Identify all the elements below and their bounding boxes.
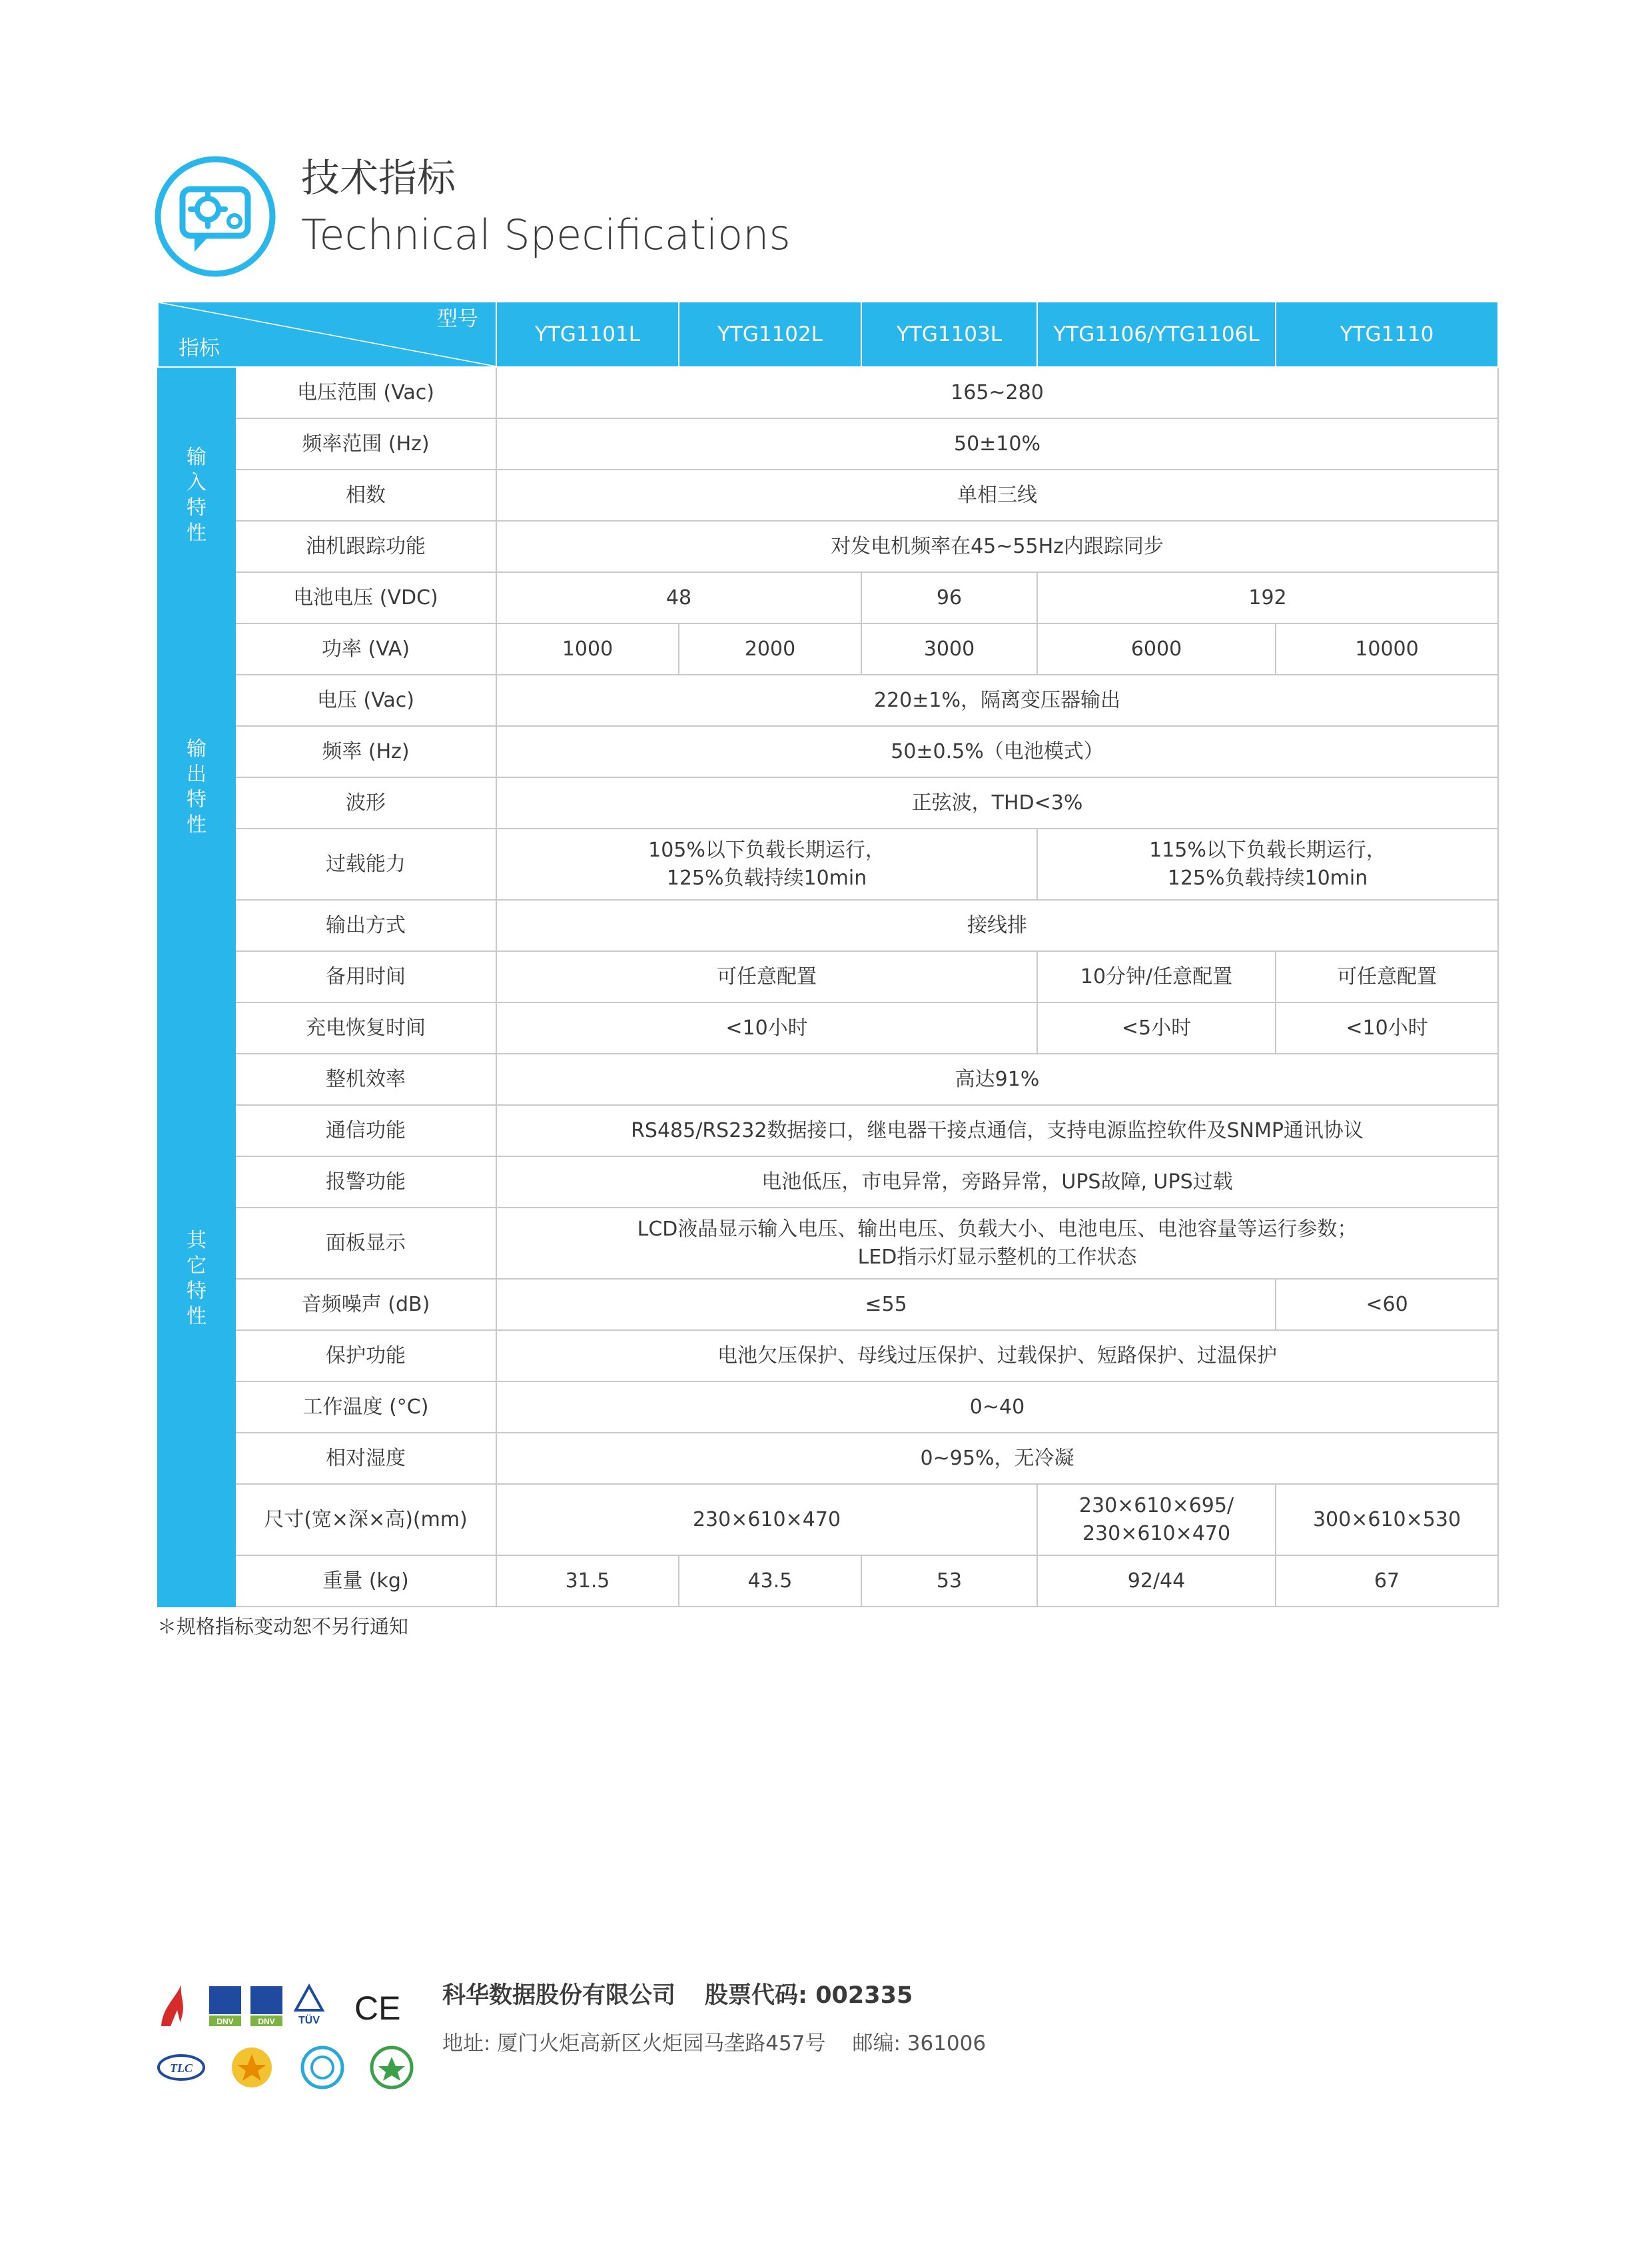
row-label: 功率 (VA): [235, 623, 496, 675]
row-value: 单相三线: [496, 470, 1498, 521]
table-row: [158, 726, 1498, 777]
dnv-logo-icon: [209, 1986, 241, 2026]
row-label: 过载能力: [235, 829, 496, 900]
address-text: 地址: 厦门火炬高新区火炬园马垄路457号: [442, 2032, 826, 2055]
row-value: 1000: [496, 623, 679, 675]
gear-chat-icon: [153, 155, 277, 278]
row-label: 工作温度 (°C): [235, 1381, 496, 1433]
table-row: [158, 1330, 1498, 1381]
tuv-logo-text: TÜV: [298, 2015, 320, 2026]
row-value-line: LCD液晶显示输入电压、输出电压、负载大小、电池电压、电池容量等运行参数；: [637, 1217, 1358, 1241]
row-value: 0~40: [496, 1381, 1498, 1433]
row-value: 10分钟/任意配置: [1037, 951, 1276, 1002]
row-label: 输出方式: [235, 900, 496, 951]
row-value: RS485/RS232数据接口，继电器干接点通信，支持电源监控软件及SNMP通讯协议: [496, 1105, 1498, 1156]
row-label: 充电恢复时间: [235, 1002, 496, 1054]
row-value: 48: [496, 572, 861, 623]
table-row: [158, 1484, 1498, 1555]
group-label-other: [158, 951, 235, 1607]
row-value: 高达91%: [496, 1054, 1498, 1105]
row-value: [496, 829, 1037, 900]
row-value: 53: [861, 1555, 1037, 1607]
row-value: 192: [1037, 572, 1498, 623]
row-label: 油机跟踪功能: [235, 521, 496, 572]
group-label-text: 输 入 特 性: [187, 445, 206, 545]
page-title-en: Technical Specifications: [301, 210, 791, 259]
row-value: 对发电机频率在45~55Hz内跟踪同步: [496, 521, 1498, 572]
row-value-line: LED指示灯显示整机的工作状态: [857, 1245, 1137, 1269]
row-label: 电压范围 (Vac): [235, 367, 496, 418]
row-value: <5小时: [1037, 1002, 1276, 1054]
dnv-logo-text: DNV: [216, 2017, 234, 2026]
dnv-logo-text: DNV: [258, 2017, 275, 2026]
table-row: [158, 1054, 1498, 1105]
row-value: 67: [1276, 1555, 1498, 1607]
table-row: [158, 829, 1498, 900]
row-value: 220±1%，隔离变压器输出: [496, 675, 1498, 726]
row-label: 电压 (Vac): [235, 675, 496, 726]
row-value: 300×610×530: [1276, 1484, 1498, 1555]
row-value: 50±0.5%（电池模式）: [496, 726, 1498, 777]
corner-model-label: 型号: [437, 307, 478, 331]
row-value: ≤55: [496, 1279, 1276, 1330]
row-value: <10小时: [1276, 1002, 1498, 1054]
row-value-line: 105%以下负载长期运行，: [648, 838, 885, 862]
row-value: [496, 1208, 1498, 1279]
stock-code: 股票代码: 002335: [705, 1982, 913, 2009]
row-value: 可任意配置: [496, 951, 1037, 1002]
page-title-cn: 技术指标: [301, 155, 456, 200]
row-value: 2000: [679, 623, 861, 675]
row-value: 50±10%: [496, 418, 1498, 470]
group-label-text: 输 出 特 性: [187, 737, 206, 837]
row-label: 重量 (kg): [235, 1555, 496, 1607]
flame-logo-icon: [161, 1985, 183, 2026]
row-value: 3000: [861, 623, 1037, 675]
group-label-input: [158, 367, 235, 623]
row-label: 音频噪声 (dB): [235, 1279, 496, 1330]
row-value: 6000: [1037, 623, 1276, 675]
model-header: YTG1110: [1276, 302, 1498, 367]
model-header: YTG1102L: [679, 302, 861, 367]
row-value: [1037, 829, 1498, 900]
certification-logos: [155, 1973, 421, 2093]
row-label: 波形: [235, 777, 496, 829]
table-row: [158, 1279, 1498, 1330]
table-row: [158, 900, 1498, 951]
table-row: [158, 572, 1498, 623]
company-name: 科华数据股份有限公司: [442, 1982, 676, 2009]
table-row: [158, 675, 1498, 726]
tlc-logo-text: TLC: [170, 2061, 193, 2075]
table-row: [158, 1433, 1498, 1484]
row-value: [1037, 1484, 1276, 1555]
row-label: 面板显示: [235, 1208, 496, 1279]
ce-mark-icon: CE: [354, 1990, 401, 2027]
quality-seal-icon: [302, 2048, 342, 2087]
row-label: 备用时间: [235, 951, 496, 1002]
dnv-logo-icon: [250, 1986, 282, 2026]
table-row: [158, 521, 1498, 572]
row-value: 正弦波，THD<3%: [496, 777, 1498, 829]
group-label-output: [158, 623, 235, 951]
address-info: [442, 2026, 1013, 2056]
table-row: [158, 1208, 1498, 1279]
model-header: YTG1103L: [861, 302, 1037, 367]
row-value: 可任意配置: [1276, 951, 1498, 1002]
row-value: 230×610×470: [496, 1484, 1037, 1555]
row-value: <60: [1276, 1279, 1498, 1330]
row-value: 96: [861, 572, 1037, 623]
table-row: [158, 1156, 1498, 1208]
row-label: 相对湿度: [235, 1433, 496, 1484]
spec-table: [157, 301, 1499, 1607]
row-value: 电池低压，市电异常，旁路异常，UPS故障, UPS过载: [496, 1156, 1498, 1208]
row-label: 整机效率: [235, 1054, 496, 1105]
row-value-line: 125%负载持续10min: [1167, 866, 1368, 890]
row-label: 频率 (Hz): [235, 726, 496, 777]
table-row: [158, 1105, 1498, 1156]
table-row: [158, 470, 1498, 521]
table-row: [158, 1002, 1498, 1054]
group-label-text: 其 它 特 性: [187, 1229, 206, 1328]
row-value: 电池欠压保护、母线过压保护、过载保护、短路保护、过温保护: [496, 1330, 1498, 1381]
row-value: 31.5: [496, 1555, 679, 1607]
model-header: YTG1106/YTG1106L: [1037, 302, 1276, 367]
row-value: 接线排: [496, 900, 1498, 951]
row-label: 相数: [235, 470, 496, 521]
row-label: 尺寸(宽×深×高)(mm): [235, 1484, 496, 1555]
row-label: 保护功能: [235, 1330, 496, 1381]
table-row: [158, 1381, 1498, 1433]
tuv-logo-icon: [296, 1986, 322, 2026]
row-value-line: 230×610×470: [1082, 1521, 1231, 1545]
postcode-text: 邮编: 361006: [852, 2032, 987, 2055]
row-value: <10小时: [496, 1002, 1037, 1054]
table-row: [158, 1555, 1498, 1607]
disclaimer-note: ＊规格指标变动恕不另行通知: [157, 1615, 409, 1638]
row-label: 通信功能: [235, 1105, 496, 1156]
row-value: 165~280: [496, 367, 1498, 418]
table-row: [158, 367, 1498, 418]
table-row: [158, 777, 1498, 829]
row-value: 10000: [1276, 623, 1498, 675]
table-row: [158, 951, 1498, 1002]
model-header: YTG1101L: [496, 302, 679, 367]
row-value: 92/44: [1037, 1555, 1276, 1607]
row-value: 43.5: [679, 1555, 861, 1607]
table-row: [158, 418, 1498, 470]
corner-index-label: 指标: [179, 336, 220, 360]
company-info: [442, 1977, 942, 2010]
row-label: 电池电压 (VDC): [235, 572, 496, 623]
table-row: [158, 623, 1498, 675]
row-value: 0~95%，无冷凝: [496, 1433, 1498, 1484]
corner-cell: [158, 302, 496, 367]
row-label: 频率范围 (Hz): [235, 418, 496, 470]
row-value-line: 125%负载持续10min: [666, 866, 867, 890]
row-label: 报警功能: [235, 1156, 496, 1208]
tlc-logo-icon: [159, 2055, 204, 2079]
table-header-row: [158, 302, 1498, 367]
row-value-line: 230×610×695/: [1078, 1493, 1234, 1517]
row-value-line: 115%以下负载长期运行，: [1149, 838, 1386, 862]
